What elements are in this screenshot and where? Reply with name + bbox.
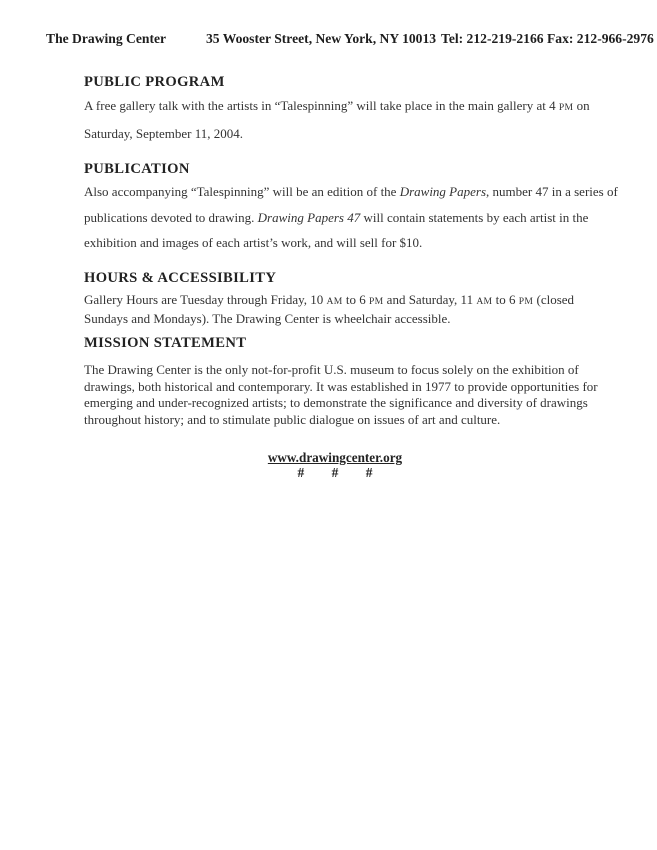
time-suffix: AM xyxy=(476,296,493,307)
text-run: (closed xyxy=(533,292,575,307)
text-run: A free gallery talk with the artists in “Talespinning” will take place in the main gallery at 4 xyxy=(84,98,559,113)
time-suffix: PM xyxy=(368,296,384,307)
letterhead xyxy=(0,31,657,49)
text-run: Also accompanying “Talespinning” will be an edition of the xyxy=(84,184,400,199)
text-run: and Saturday, 11 xyxy=(383,292,477,307)
paragraph-line: emerging and under-recognized artists; to demonstrate the significance and diversity of drawings xyxy=(84,395,588,410)
hours-paragraph xyxy=(84,292,604,327)
paragraph-line: Sundays and Mondays). The Drawing Center is wheelchair accessible. xyxy=(84,310,451,326)
letterhead-organization: The Drawing Center xyxy=(46,31,167,46)
paragraph-line xyxy=(84,93,604,121)
mission-statement-heading: MISSION STATEMENT xyxy=(84,335,247,351)
time-suffix: AM xyxy=(326,296,343,307)
public-program-paragraph xyxy=(84,93,604,146)
paragraph-line xyxy=(84,292,604,311)
public-program-heading: PUBLIC PROGRAM xyxy=(84,74,225,90)
end-marks: # # # xyxy=(297,465,373,480)
text-run: on xyxy=(573,98,590,113)
hours-accessibility-heading: HOURS & ACCESSIBILITY xyxy=(84,270,277,286)
time-suffix: PM xyxy=(558,102,574,113)
text-run: Gallery Hours are Tuesday through Friday, 10 xyxy=(84,292,327,307)
paragraph-line: The Drawing Center is the only not-for-profit U.S. museum to focus solely on the exhibition of xyxy=(84,362,579,377)
text-run: , number 47 in a series of xyxy=(486,184,618,199)
text-run: to 6 xyxy=(342,292,369,307)
publication-title: Drawing Papers 47 xyxy=(257,209,361,225)
time-suffix: PM xyxy=(518,296,534,307)
publication-paragraph xyxy=(84,179,618,256)
paragraph-line: exhibition and images of each artist’s work, and will sell for $10. xyxy=(84,235,423,250)
paragraph-line xyxy=(84,179,618,205)
paragraph-line: throughout history; and to stimulate public dialogue on issues of art and culture. xyxy=(84,411,501,427)
publication-heading: PUBLICATION xyxy=(84,161,190,177)
text-run: will contain statements by each artist in the xyxy=(360,209,589,225)
letterhead-address: 35 Wooster Street, New York, NY 10013 xyxy=(206,31,437,46)
letterhead-contact: Tel: 212-219-2166 Fax: 212-966-2976 xyxy=(441,31,654,46)
mission-paragraph xyxy=(84,362,604,428)
paragraph-line: Saturday, September 11, 2004. xyxy=(84,125,243,141)
paragraph-line: drawings, both historical and contemporary. It was established in 1977 to provide opportunities for xyxy=(84,378,598,394)
text-run: to 6 xyxy=(492,292,519,307)
text-run: publications devoted to drawing. xyxy=(84,209,258,225)
website-link[interactable]: www.drawingcenter.org xyxy=(267,450,403,465)
publication-title: Drawing Papers xyxy=(399,184,487,199)
paragraph-line xyxy=(84,205,604,231)
